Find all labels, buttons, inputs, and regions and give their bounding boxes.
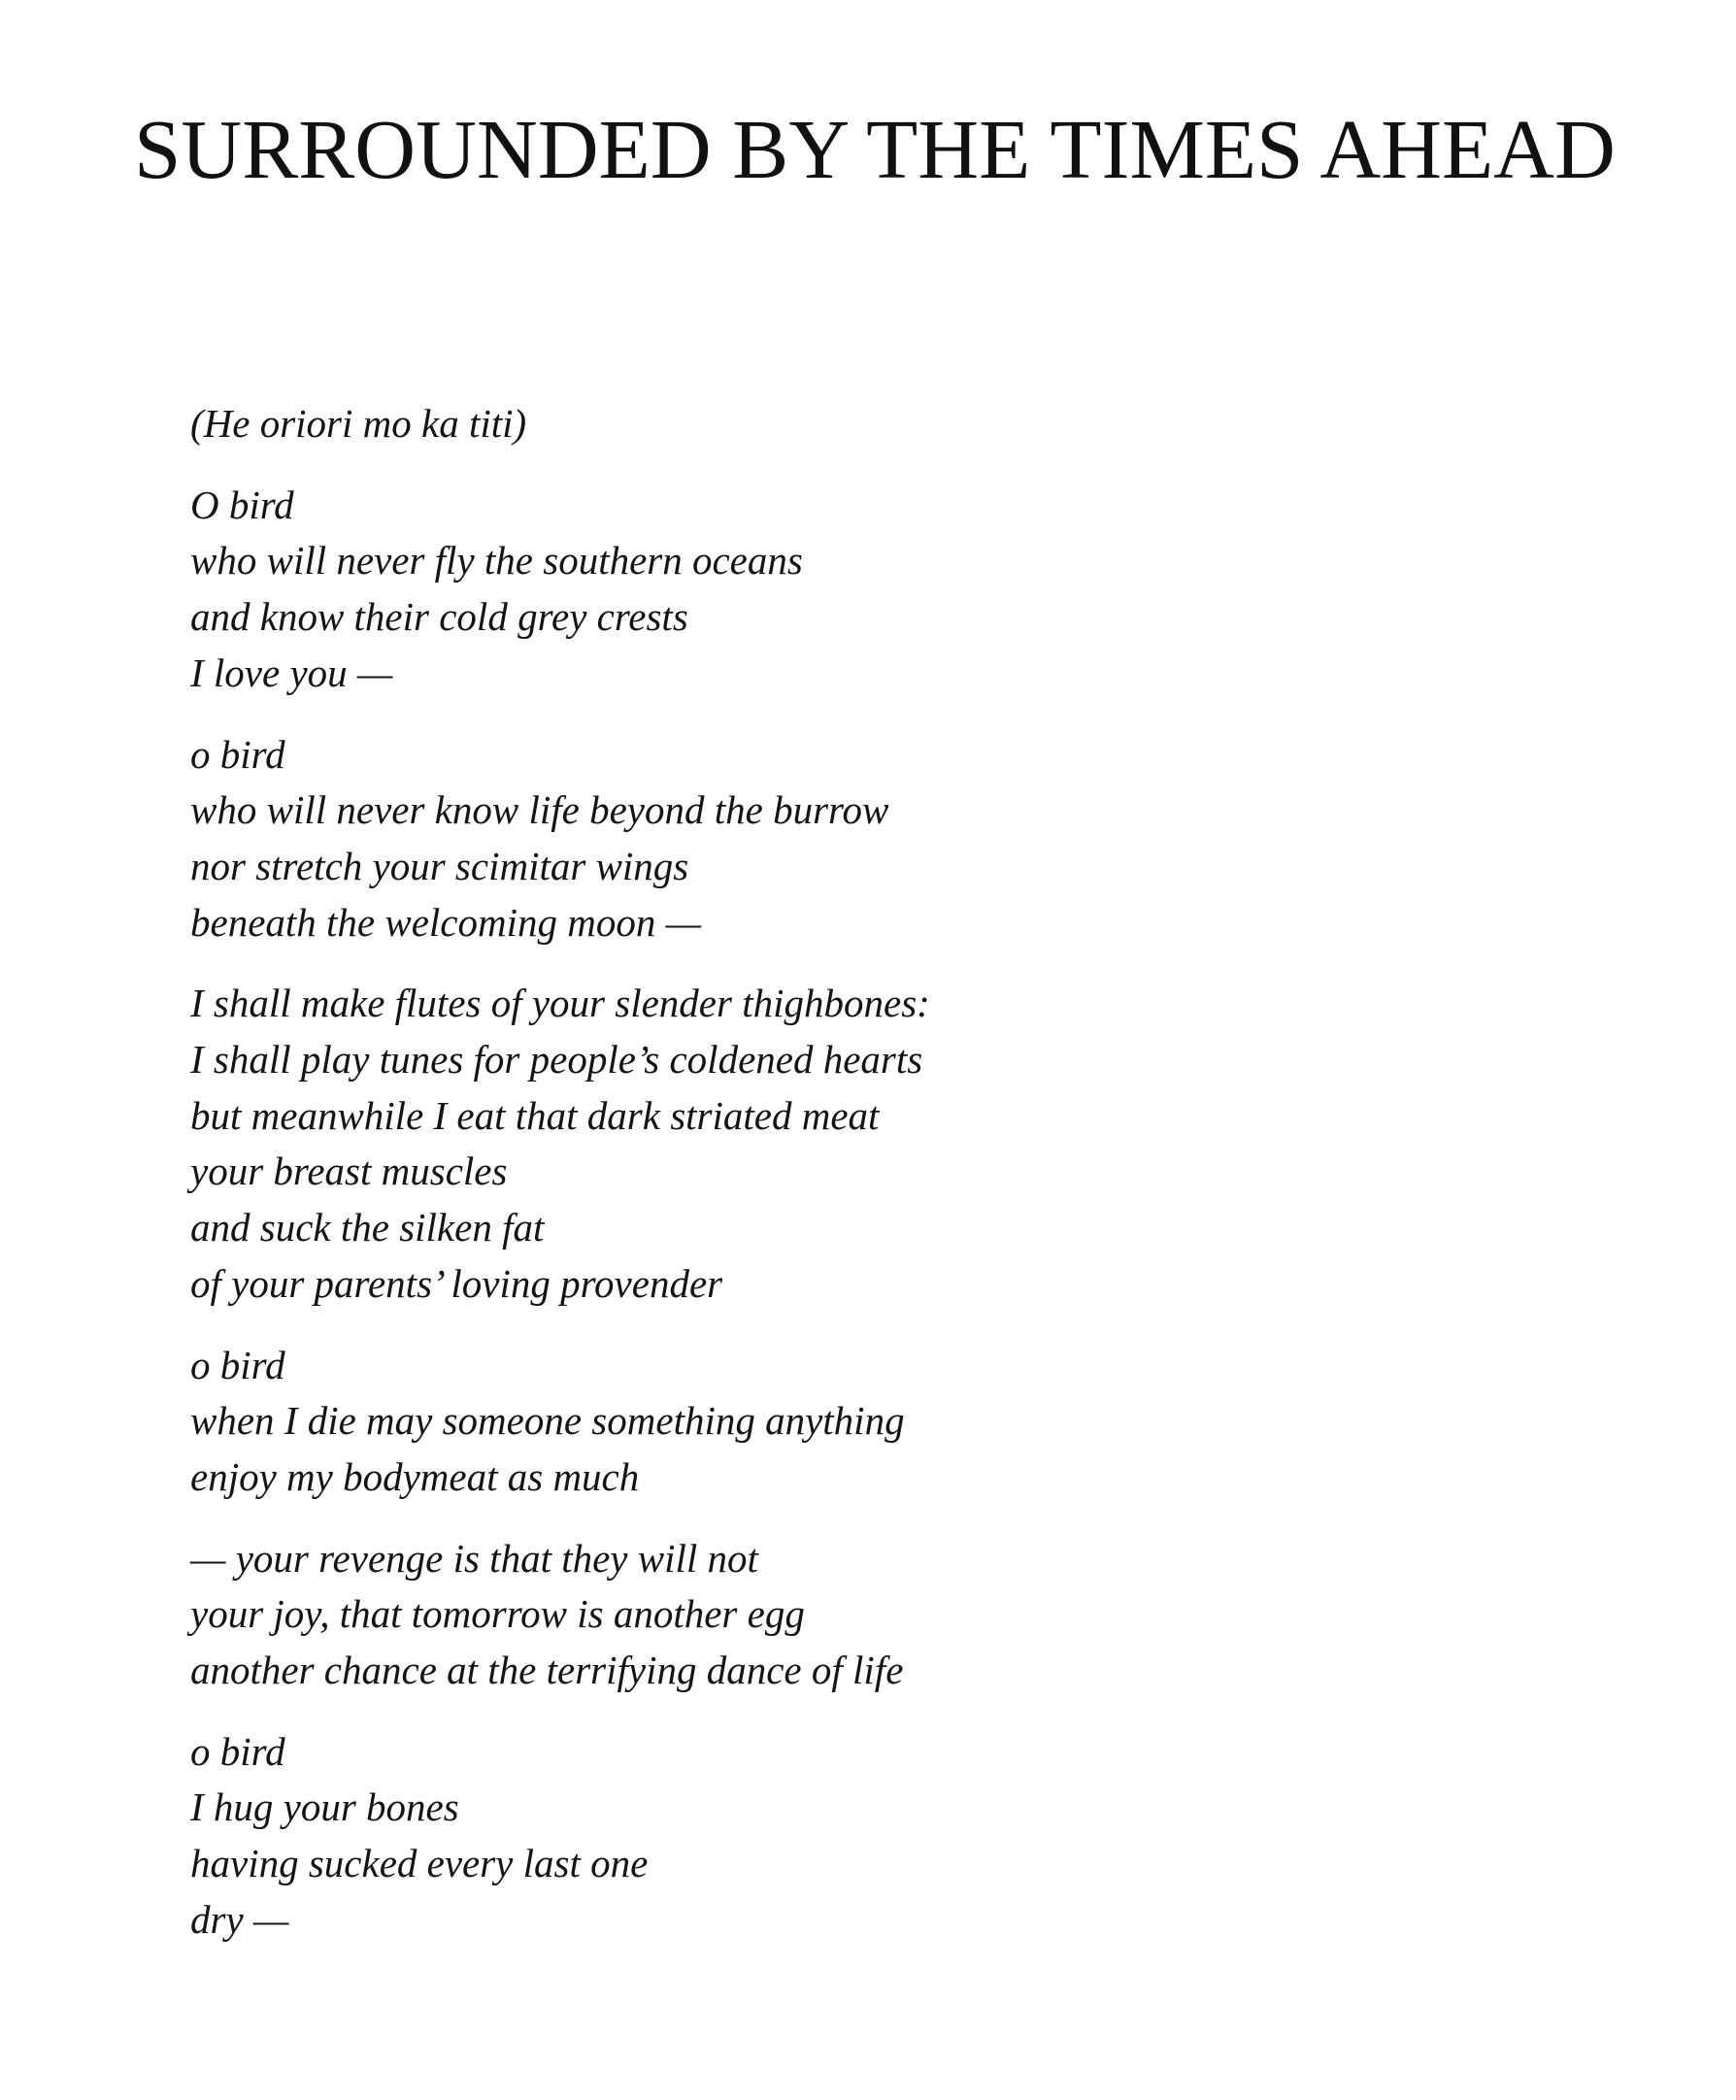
poem-line: when I die may someone something anything [190, 1398, 905, 1444]
poem-line: o bird [190, 1728, 285, 1774]
poem-line: but meanwhile I eat that dark striated meat [190, 1092, 880, 1138]
poem-line: o bird [190, 1342, 285, 1387]
stanza-1 [190, 478, 1355, 702]
poem-line: of your parents’ loving provender [190, 1260, 723, 1306]
poem-line: o bird [190, 731, 285, 777]
poem-title: SURROUNDED BY THE TIMES AHEAD [134, 102, 1616, 196]
poem-line: who will never fly the southern oceans [190, 538, 803, 583]
poem-line: I love you — [190, 650, 393, 695]
poem-line: another chance at the terrifying dance of life [190, 1648, 904, 1693]
poem-line: who will never know life beyond the burrow [190, 787, 889, 833]
epigraph: (He oriori mo ka titi) [190, 401, 527, 446]
stanza-4 [190, 1338, 1355, 1506]
poem-line: enjoy my bodymeat as much [190, 1453, 640, 1499]
poem-line: your joy, that tomorrow is another egg [190, 1591, 805, 1637]
poem-line: I hug your bones [190, 1784, 459, 1830]
poem-line: nor stretch your scimitar wings [190, 843, 689, 888]
stanza-6 [190, 1724, 1355, 1949]
poem-line: and suck the silken fat [190, 1205, 545, 1250]
poem-line: beneath the welcoming moon — [190, 899, 702, 945]
poem-line: having sucked every last one [190, 1841, 649, 1886]
poem-body [190, 396, 1355, 1974]
stanza-5 [190, 1531, 1355, 1699]
poem-line: I shall play tunes for people’s coldened hearts [190, 1037, 923, 1083]
poem-line: I shall make flutes of your slender thighbones: [190, 981, 930, 1026]
stanza-3 [190, 976, 1355, 1312]
stanza-2 [190, 727, 1355, 951]
poem-line: dry — [190, 1896, 289, 1942]
poem-line: your breast muscles [190, 1149, 508, 1194]
poem-line: and know their cold grey crests [190, 594, 688, 640]
poem-line: O bird [190, 482, 294, 527]
poem-line: — your revenge is that they will not [190, 1535, 758, 1581]
